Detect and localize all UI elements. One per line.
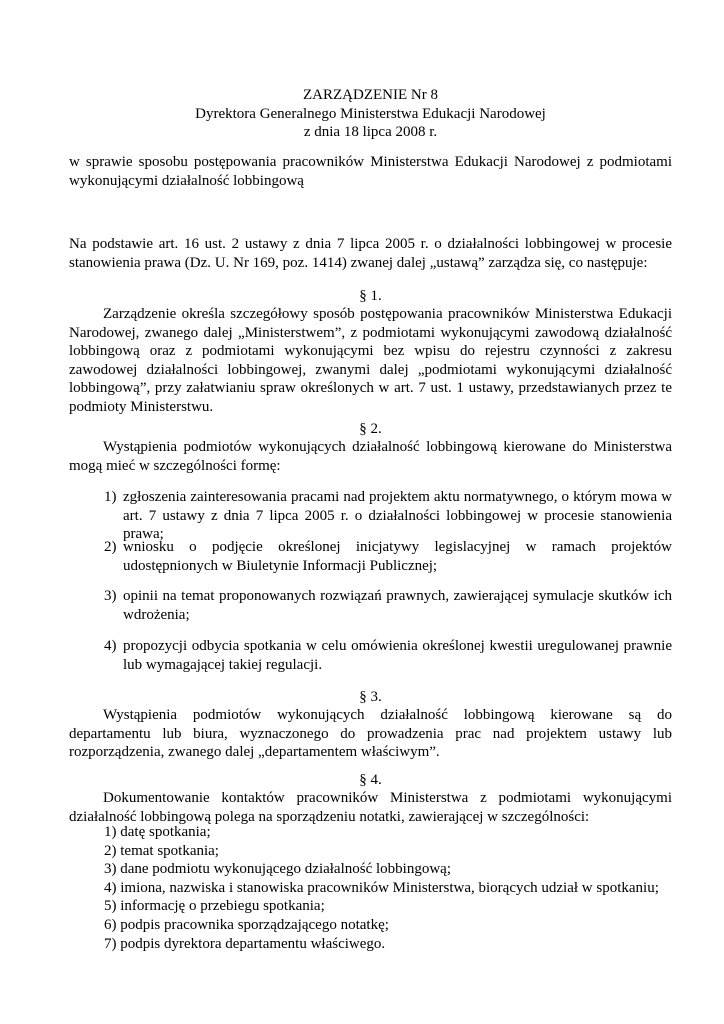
section-3-heading: § 3. [359,689,382,705]
item-text: opinii na temat proponowanych rozwiązań prawnych, zawierającej symulacje skutków ich wdrożenia; [123,588,672,623]
section-2-text: Wystąpienia podmiotów wykonujących działalność lobbingową kierowane do Ministerstwa mogą mieć w szczególności formę: [69,439,672,474]
section-1-heading: § 1. [359,288,382,304]
list-item: 2) temat spotkania; [104,842,219,859]
item-text: propozycji odbycia spotkania w celu omówienia określonej kwestii uregulowanej prawnie lub wymagającej takiej regulacji. [123,638,672,673]
item-number: 2) [104,539,117,555]
section-3-text: Wystąpienia podmiotów wykonujących działalność lobbingową kierowane są do departamentu lub biura, wyznaczonego do prowadzenia prac nad projektem ustawy lub rozporządzenia, zwanego dalej „departamentem właściwym”. [69,707,672,761]
section-2-item [104,538,672,575]
list-item: 5) informację o przebiegu spotkania; [104,898,325,915]
section-1-text: Zarządzenie określa szczegółowy sposób postępowania pracowników Ministerstwa Edukacji Narodowej, zwanego dalej „Ministerstwem”, z podmiotami wykonującymi zawodową działalność lobbingową oraz z podmiotami wykonującymi bez wpisu do rejestru czynności z zakresu zawodowej działalności lobbingowej, zwanymi dalej „podmiotami wykonującymi działalność lobbingową”, przy załatwianiu spraw określonych w art. 7 ust. 1 ustawy, przedstawianych przez te podmioty Ministerstwu. [69,306,672,415]
section-2-heading: § 2. [359,421,382,437]
document-title: ZARZĄDZENIE Nr 8 [303,87,438,103]
list-item: 6) podpis pracownika sporządzającego notatkę; [104,916,389,933]
item-number: 3) [104,588,117,604]
preamble: Na podstawie art. 16 ust. 2 ustawy z dnia 7 lipca 2005 r. o działalności lobbingowej w procesie stanowienia prawa (Dz. U. Nr 169, poz. 1414) zwanej dalej „ustawą” zarządza się, co następuje: [69,236,672,271]
item-number: 1) [104,489,117,505]
section-2-item [104,587,672,624]
section-2-item [104,488,672,544]
section-2-item [104,637,672,674]
item-text: zgłoszenia zainteresowania pracami nad projektem aktu normatywnego, o którym mowa w art. 7 ustawy z dnia 7 lipca 2005 r. o działalności lobbingowej w procesie stanowienia prawa; [123,489,672,543]
section-4-heading: § 4. [359,772,382,788]
list-item: 4) imiona, nazwiska i stanowiska pracowników Ministerstwa, biorących udział w spotkaniu; [104,879,659,896]
list-item: 7) podpis dyrektora departamentu właściwego. [104,935,386,952]
list-item: 1) datę spotkania; [104,824,211,840]
document-header [69,86,672,142]
document-date: z dnia 18 lipca 2008 r. [303,124,438,141]
section-4-list [104,823,672,953]
document-subject: w sprawie sposobu postępowania pracowników Ministerstwa Edukacji Narodowej z podmiotami wykonującymi działalność lobbingową [69,154,672,189]
list-item: 3) dane podmiotu wykonującego działalność lobbingową; [104,861,451,878]
item-text: wniosku o podjęcie określonej inicjatywy legislacyjnej w ramach projektów udostępnionych w Biuletynie Informacji Publicznej; [123,539,672,574]
document-issuer: Dyrektora Generalnego Ministerstwa Edukacji Narodowej [195,105,546,122]
item-number: 4) [104,638,117,654]
section-4-text: Dokumentowanie kontaktów pracowników Ministerstwa z podmiotami wykonującymi działalność lobbingową polega na sporządzeniu notatki, zawierającej w szczególności: [69,790,672,825]
